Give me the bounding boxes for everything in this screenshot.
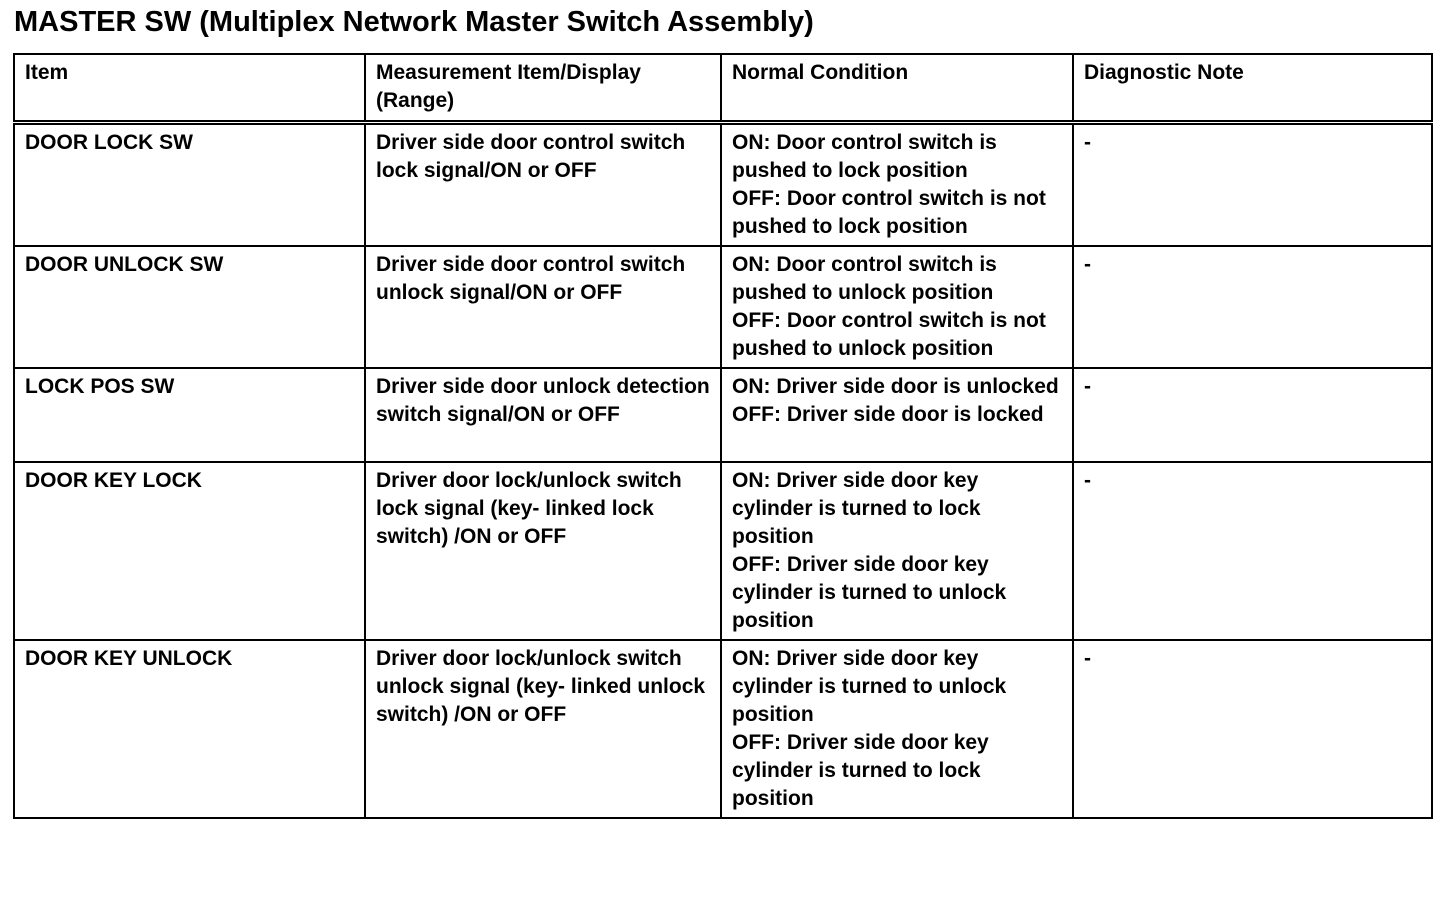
header-normal-condition: Normal Condition: [721, 54, 1073, 122]
cell-diagnostic-note: -: [1073, 368, 1432, 462]
cell-normal-condition: [721, 368, 1073, 462]
table-header-row: [14, 54, 1432, 122]
cell-diagnostic-note: -: [1073, 246, 1432, 368]
normal-off: OFF: Driver side door key cylinder is turned to lock position: [732, 730, 989, 810]
cell-normal-condition: [721, 462, 1073, 640]
cell-item: LOCK POS SW: [14, 368, 365, 462]
normal-on: ON: Door control switch is pushed to lock position: [732, 130, 997, 182]
normal-off: OFF: Driver side door is locked: [732, 402, 1044, 426]
table-row: [14, 122, 1432, 246]
cell-diagnostic-note: -: [1073, 122, 1432, 246]
normal-on: ON: Driver side door key cylinder is turned to lock position: [732, 468, 981, 548]
cell-diagnostic-note: -: [1073, 640, 1432, 818]
cell-measurement: Driver side door unlock detection switch signal/ON or OFF: [365, 368, 721, 462]
cell-item: DOOR UNLOCK SW: [14, 246, 365, 368]
table-row: [14, 246, 1432, 368]
header-measurement-line2: (Range): [376, 89, 455, 112]
cell-item: DOOR KEY LOCK: [14, 462, 365, 640]
cell-diagnostic-note: -: [1073, 462, 1432, 640]
cell-measurement: Driver door lock/unlock switch unlock signal (key- linked unlock switch) /ON or OFF: [365, 640, 721, 818]
page-title: MASTER SW (Multiplex Network Master Switch Assembly): [14, 6, 814, 38]
normal-off: OFF: Driver side door key cylinder is turned to unlock position: [732, 552, 1007, 632]
header-measurement-line1: Measurement Item/Display: [376, 61, 641, 84]
cell-item: DOOR KEY UNLOCK: [14, 640, 365, 818]
cell-measurement: Driver side door control switch unlock signal/ON or OFF: [365, 246, 721, 368]
header-item: Item: [14, 54, 365, 122]
cell-normal-condition: [721, 246, 1073, 368]
table-row: [14, 640, 1432, 818]
cell-normal-condition: [721, 122, 1073, 246]
table-row: [14, 368, 1432, 462]
header-measurement: [365, 54, 721, 122]
cell-item: DOOR LOCK SW: [14, 122, 365, 246]
normal-on: ON: Driver side door key cylinder is turned to unlock position: [732, 646, 1007, 726]
normal-on: ON: Door control switch is pushed to unlock position: [732, 252, 997, 304]
table-row: [14, 462, 1432, 640]
cell-normal-condition: [721, 640, 1073, 818]
header-diagnostic-note: Diagnostic Note: [1073, 54, 1432, 122]
normal-off: OFF: Door control switch is not pushed to unlock position: [732, 308, 1046, 360]
master-sw-data-table: [13, 53, 1433, 819]
normal-on: ON: Driver side door is unlocked: [732, 374, 1059, 398]
cell-measurement: Driver side door control switch lock signal/ON or OFF: [365, 122, 721, 246]
normal-off: OFF: Door control switch is not pushed to lock position: [732, 186, 1046, 238]
cell-measurement: Driver door lock/unlock switch lock signal (key- linked lock switch) /ON or OFF: [365, 462, 721, 640]
